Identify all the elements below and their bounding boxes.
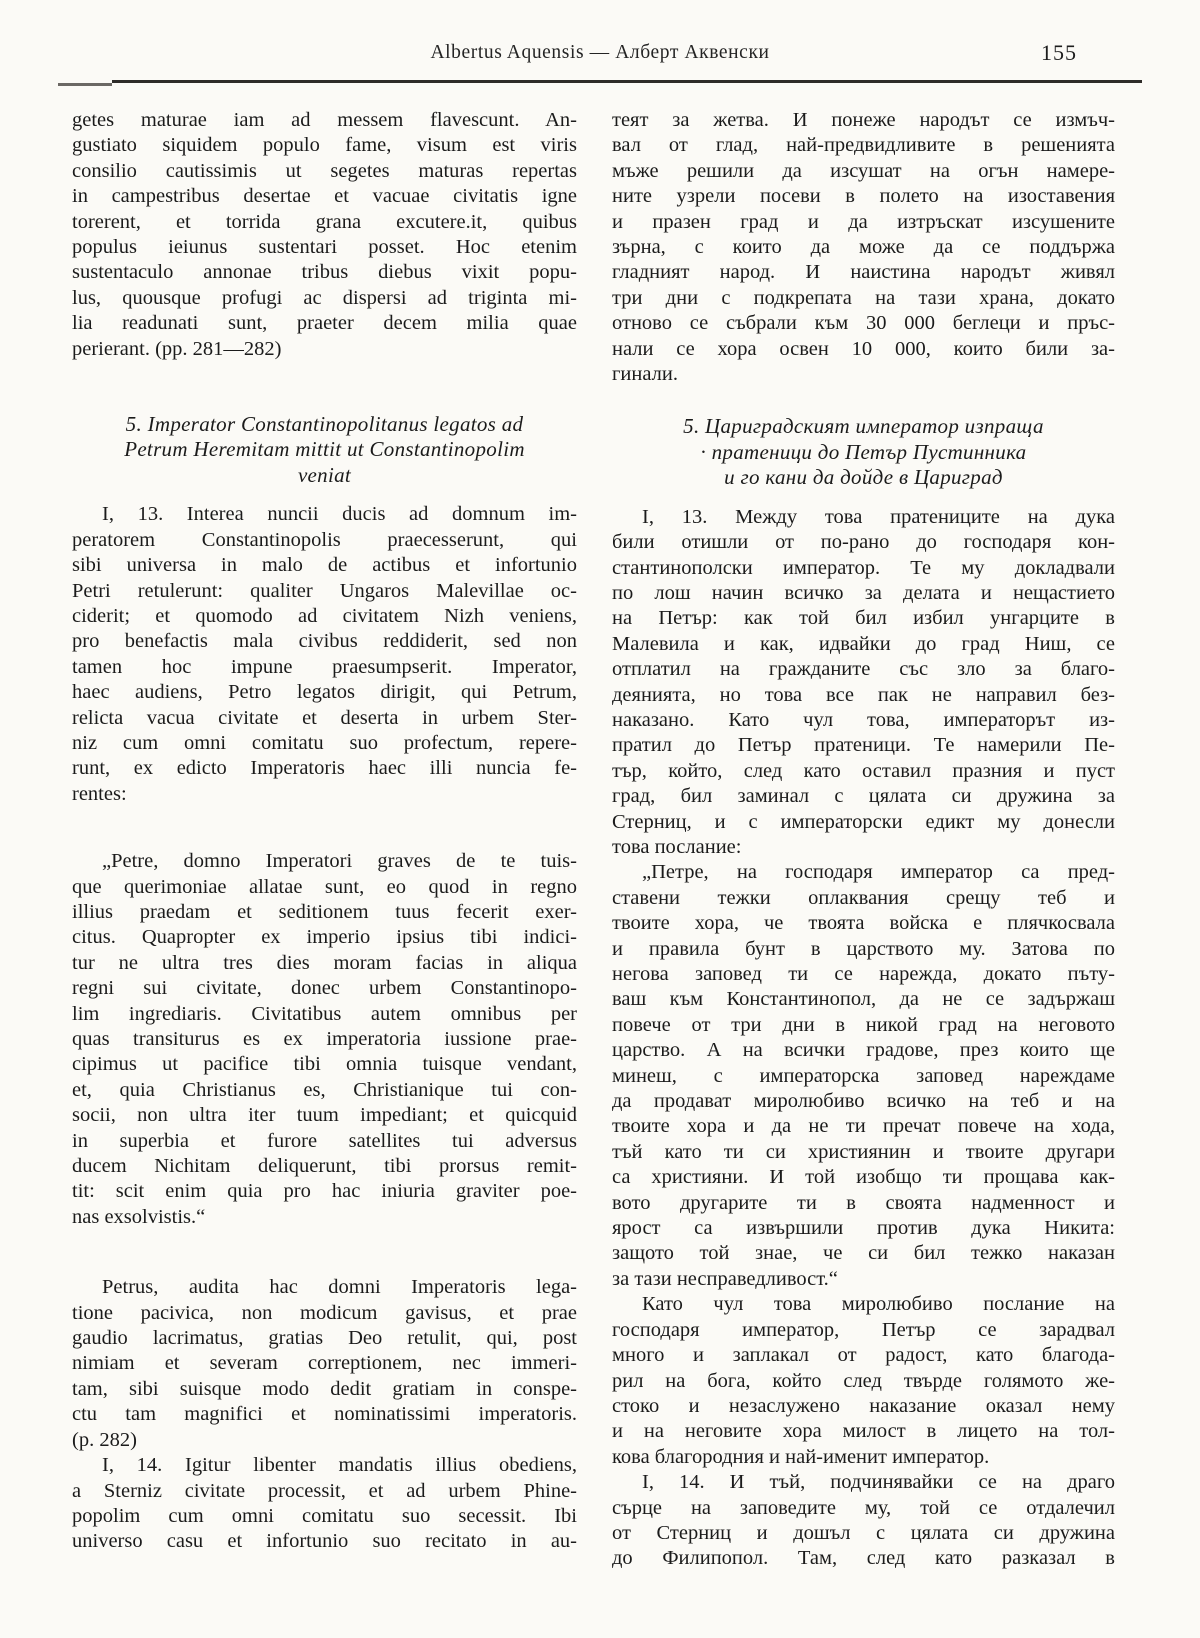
text-line: нали се хора освен 10 000, които били за- [612, 337, 1115, 360]
text-line: тър, който, след като оставил празния и пуст [612, 759, 1115, 782]
paragraph [612, 505, 1115, 861]
text-line: getes maturae iam ad messem flavescunt. An- [72, 109, 577, 131]
text-line: regni sui civitate, donec urbem Constantinopo- [72, 977, 577, 1000]
paragraph [612, 860, 1115, 1292]
text-line: Малевила и как, идвайки до град Ниш, се [612, 632, 1115, 655]
text-line: 5. Imperator Constantinopolitanus legatos ad [125, 412, 524, 437]
text-line: nas exsolvistis.“ [72, 1205, 206, 1228]
text-line: socii, non ultra iter tuum impediant; et quicquid [72, 1104, 577, 1127]
text-line: illius praedam et seditionem tuus fecerit exer- [72, 900, 577, 923]
text-line: lia readunati sunt, praeter decem milia quae [72, 312, 577, 335]
text-line: quas transiturus es ex imperatoria iussione prae- [72, 1028, 577, 1050]
text-line: I, 13. Между това пратениците на дука [642, 505, 1115, 528]
paragraph [72, 1275, 577, 1453]
text-line: рил на бога, който след твърде голямото же- [612, 1369, 1115, 1392]
text-line: отново се събрали към 30 000 беглеци и пръс- [612, 312, 1115, 335]
right-column-bulgarian-text [612, 108, 1115, 1572]
text-line: Като чул това миролюбиво послание на [642, 1293, 1115, 1316]
text-line: in campestribus desertae et vacuae civitatis igne [72, 185, 577, 208]
text-line: защото той знае, че си бил тежко наказан [612, 1242, 1115, 1265]
text-line: tam, sibi suisque modo dedit gratiam in conspe- [72, 1377, 577, 1400]
text-line: populus ieiunus sustentari posset. Hoc etenim [72, 236, 577, 259]
text-line: сърце на заповедите му, той се отдалечил [612, 1496, 1115, 1519]
text-line: на Петър: как той бил избил унгарците в [612, 607, 1115, 630]
paragraph [612, 1470, 1115, 1572]
text-line: I, 14. И тъй, подчинявайки се на драго [642, 1471, 1115, 1494]
page-number: 155 [1041, 40, 1077, 65]
text-line: гладният народ. И наистина народът живял [612, 261, 1115, 284]
text-line: и правила бунт в царството му. Затова по [612, 937, 1115, 960]
text-line: теят за жетва. И понеже народът се измъч- [612, 109, 1115, 131]
text-line: много и заплакал от радост, като благода- [612, 1344, 1115, 1367]
text-line: (p. 282) [72, 1428, 137, 1451]
text-line: relicta vacua civitate et deserta in urbem Ster- [72, 706, 577, 729]
text-line: „Петре, на господаря император са пред- [642, 861, 1115, 884]
text-line: ставени тежки оплаквания срещу теб и [612, 886, 1115, 909]
text-line: lus, quousque profugi ac dispersi ad triginta mi- [72, 286, 577, 309]
text-line: твоите хора и да не ти пречат повече на хода, [612, 1115, 1115, 1138]
text-line: nimiam et severam correptionem, nec immeri- [72, 1352, 577, 1375]
text-line: universo casu et infortunio suo recitato in au- [72, 1530, 577, 1553]
text-line: и празен град и да изтръскат изсушените [612, 210, 1115, 233]
text-line: кова благородния и най-именит император. [612, 1445, 990, 1468]
text-line: 5. Цариградският император изпраща [683, 414, 1044, 439]
text-line: niz cum omni comitatu suo profectum, repere- [72, 731, 577, 754]
header-rule-dash [58, 83, 112, 86]
section-heading [72, 412, 577, 488]
paragraph [612, 108, 1115, 387]
text-line: ярост са извършили против дука Никита: [612, 1217, 1115, 1240]
paragraph [72, 849, 577, 1230]
text-line: за тази несправедливост.“ [612, 1267, 838, 1290]
text-line: Стерниц, и с императорски едикт му донесли [612, 810, 1115, 833]
text-line: пратил до Петър пратеници. Те намерили Пе- [612, 734, 1115, 757]
text-line: отплатил на гражданите със зло за благо- [612, 658, 1115, 681]
text-line: citus. Quapropter ex imperio ipsius tibi indici- [72, 926, 577, 949]
text-line: деянията, но това все пак не направил без- [612, 683, 1115, 706]
text-line: que querimoniae allatae sunt, eo quod in regno [72, 875, 577, 898]
text-line: I, 14. Igitur libenter mandatis illius obediens, [102, 1454, 577, 1477]
text-line: in superbia et furore satellites tui adversus [72, 1129, 577, 1152]
text-line: sibi universa in malo de actibus et infortunio [72, 554, 577, 577]
text-line: · пратеници до Петър Пустинника [700, 439, 1027, 464]
paragraph [72, 1453, 577, 1555]
text-line: runt, ex edicto Imperatoris haec illi nuncia fe- [72, 757, 577, 780]
text-line: това послание: [612, 835, 742, 858]
text-line: ните узрели посеви в полето на изоставения [612, 185, 1115, 208]
text-line: негова заповед ти се нарежда, докато пъту- [612, 963, 1115, 985]
text-line: „Petre, domno Imperatori graves de te tuis- [102, 850, 577, 873]
text-line: повече от три дни в никой град на неговото [612, 1013, 1115, 1036]
text-line: et, quia Christianus es, Christianique tui con- [72, 1078, 577, 1101]
text-line: от Стерниц и дошъл с цялата си дружина [612, 1521, 1115, 1544]
text-line: Petrus, audita hac domni Imperatoris lega- [102, 1276, 577, 1299]
text-line: твоите хора, че твоята войска е плячкосвала [612, 912, 1115, 935]
header-rule [112, 80, 1142, 83]
text-line: вото другарите ти в своята надменност и [612, 1191, 1115, 1214]
text-line: били отишли от по-рано до господаря кон- [612, 531, 1115, 554]
paragraph [72, 502, 577, 807]
text-line: ciderit; et quomodo ad civitatem Nizh veniens, [72, 604, 577, 627]
text-line: Petrum Heremitam mittit ut Constantinopolim [124, 437, 525, 462]
text-line: по лош начин всичко за делата и нещастието [612, 581, 1115, 604]
section-heading [612, 414, 1115, 490]
paragraph [72, 108, 577, 362]
text-line: до Филипопол. Там, след като разказал в [612, 1547, 1115, 1570]
text-line: гинали. [612, 363, 678, 386]
text-line: gaudio lacrimatus, gratias Deo retulit, qui, post [72, 1327, 577, 1350]
text-line: наказано. Като чул това, императорът из- [612, 708, 1115, 731]
text-line: стантинополски император. Те му докладвали [612, 556, 1115, 579]
text-line: haec audiens, Petro legatos dirigit, qui Petrum, [72, 681, 577, 704]
text-line: да продават миролюбиво всичко на теб и на [612, 1090, 1115, 1113]
text-line: три дни с подкрепата на тази храна, докато [612, 286, 1115, 309]
text-line: зърна, с които да може да се поддържа [612, 236, 1115, 259]
text-line: consilio cautissimis ut segetes maturas repertas [72, 159, 577, 182]
text-line: I, 13. Interea nuncii ducis ad domnum im- [102, 503, 577, 526]
text-line: град, бил заминал с цялата си дружина за [612, 785, 1115, 808]
text-line: tione pacivica, non modicum gavisus, et prae [72, 1301, 577, 1324]
text-line: мъже решили да изсушат на огън намере- [612, 159, 1115, 182]
text-line: минеш, с императорска заповед нареждаме [612, 1064, 1115, 1087]
text-line: cipimus ut pacifice tibi omnia tuisque vendant, [72, 1053, 577, 1076]
text-line: и го кани да дойде в Цариград [724, 465, 1003, 490]
text-line: са християни. И той изобщо ти прощава как- [612, 1166, 1115, 1189]
text-line: peratorem Constantinopolis praecesserunt, qui [72, 528, 577, 551]
left-column-latin-text [72, 108, 577, 1555]
text-line: стоко и незаслужено наказание оказал нему [612, 1394, 1115, 1417]
text-line: господаря император, Петър се зарадвал [612, 1318, 1115, 1341]
text-line: rentes: [72, 782, 127, 805]
text-line: veniat [297, 462, 352, 487]
text-line: sustentaculo annonae tribus diebus vixit popu- [72, 261, 577, 284]
text-line: ctu tam magnifici et nominatissimi imperatoris. [72, 1403, 577, 1426]
text-line: и на неговите хора милост в лицето на тол- [612, 1420, 1115, 1443]
text-line: popolim cum omni comitatu suo secessit. Ibi [72, 1504, 577, 1527]
text-line: царство. А на всички градове, през които ще [612, 1039, 1115, 1062]
paragraph [612, 1292, 1115, 1470]
text-line: torerent, et torrida grana excutere.it, quibus [72, 210, 577, 233]
text-line: a Sterniz civitate processit, et ad urbem Phine- [72, 1479, 577, 1502]
text-line: tit: scit enim quia pro hac iniuria graviter poe- [72, 1180, 577, 1203]
text-line: gustiato siquidem populo fame, visum est viris [72, 134, 577, 157]
text-line: tamen hoc impune praesumpserit. Imperator, [72, 655, 577, 678]
text-line: тъй като ти си християнин и твоите другари [612, 1140, 1115, 1163]
text-line: pro benefactis mala civibus reddiderit, sed non [72, 630, 577, 653]
text-line: ducem Nichitam deliquerunt, tibi prorsus remit- [72, 1155, 577, 1178]
text-line: perierant. (pp. 281—282) [72, 337, 282, 360]
text-line: Petri retulerunt: qualiter Ungaros Malevillae oc- [72, 579, 577, 602]
text-line: вал от глад, най-предвидливите в решенията [612, 134, 1115, 157]
text-line: ваш към Константинопол, да не се задържаш [612, 988, 1115, 1011]
text-line: tur ne ultra tres dies moram facias in aliqua [72, 951, 577, 974]
running-header: Albertus Aquensis — Алберт Аквенски [430, 42, 770, 63]
text-line: lim ingrediaris. Civitatibus autem omnibus per [72, 1002, 577, 1025]
